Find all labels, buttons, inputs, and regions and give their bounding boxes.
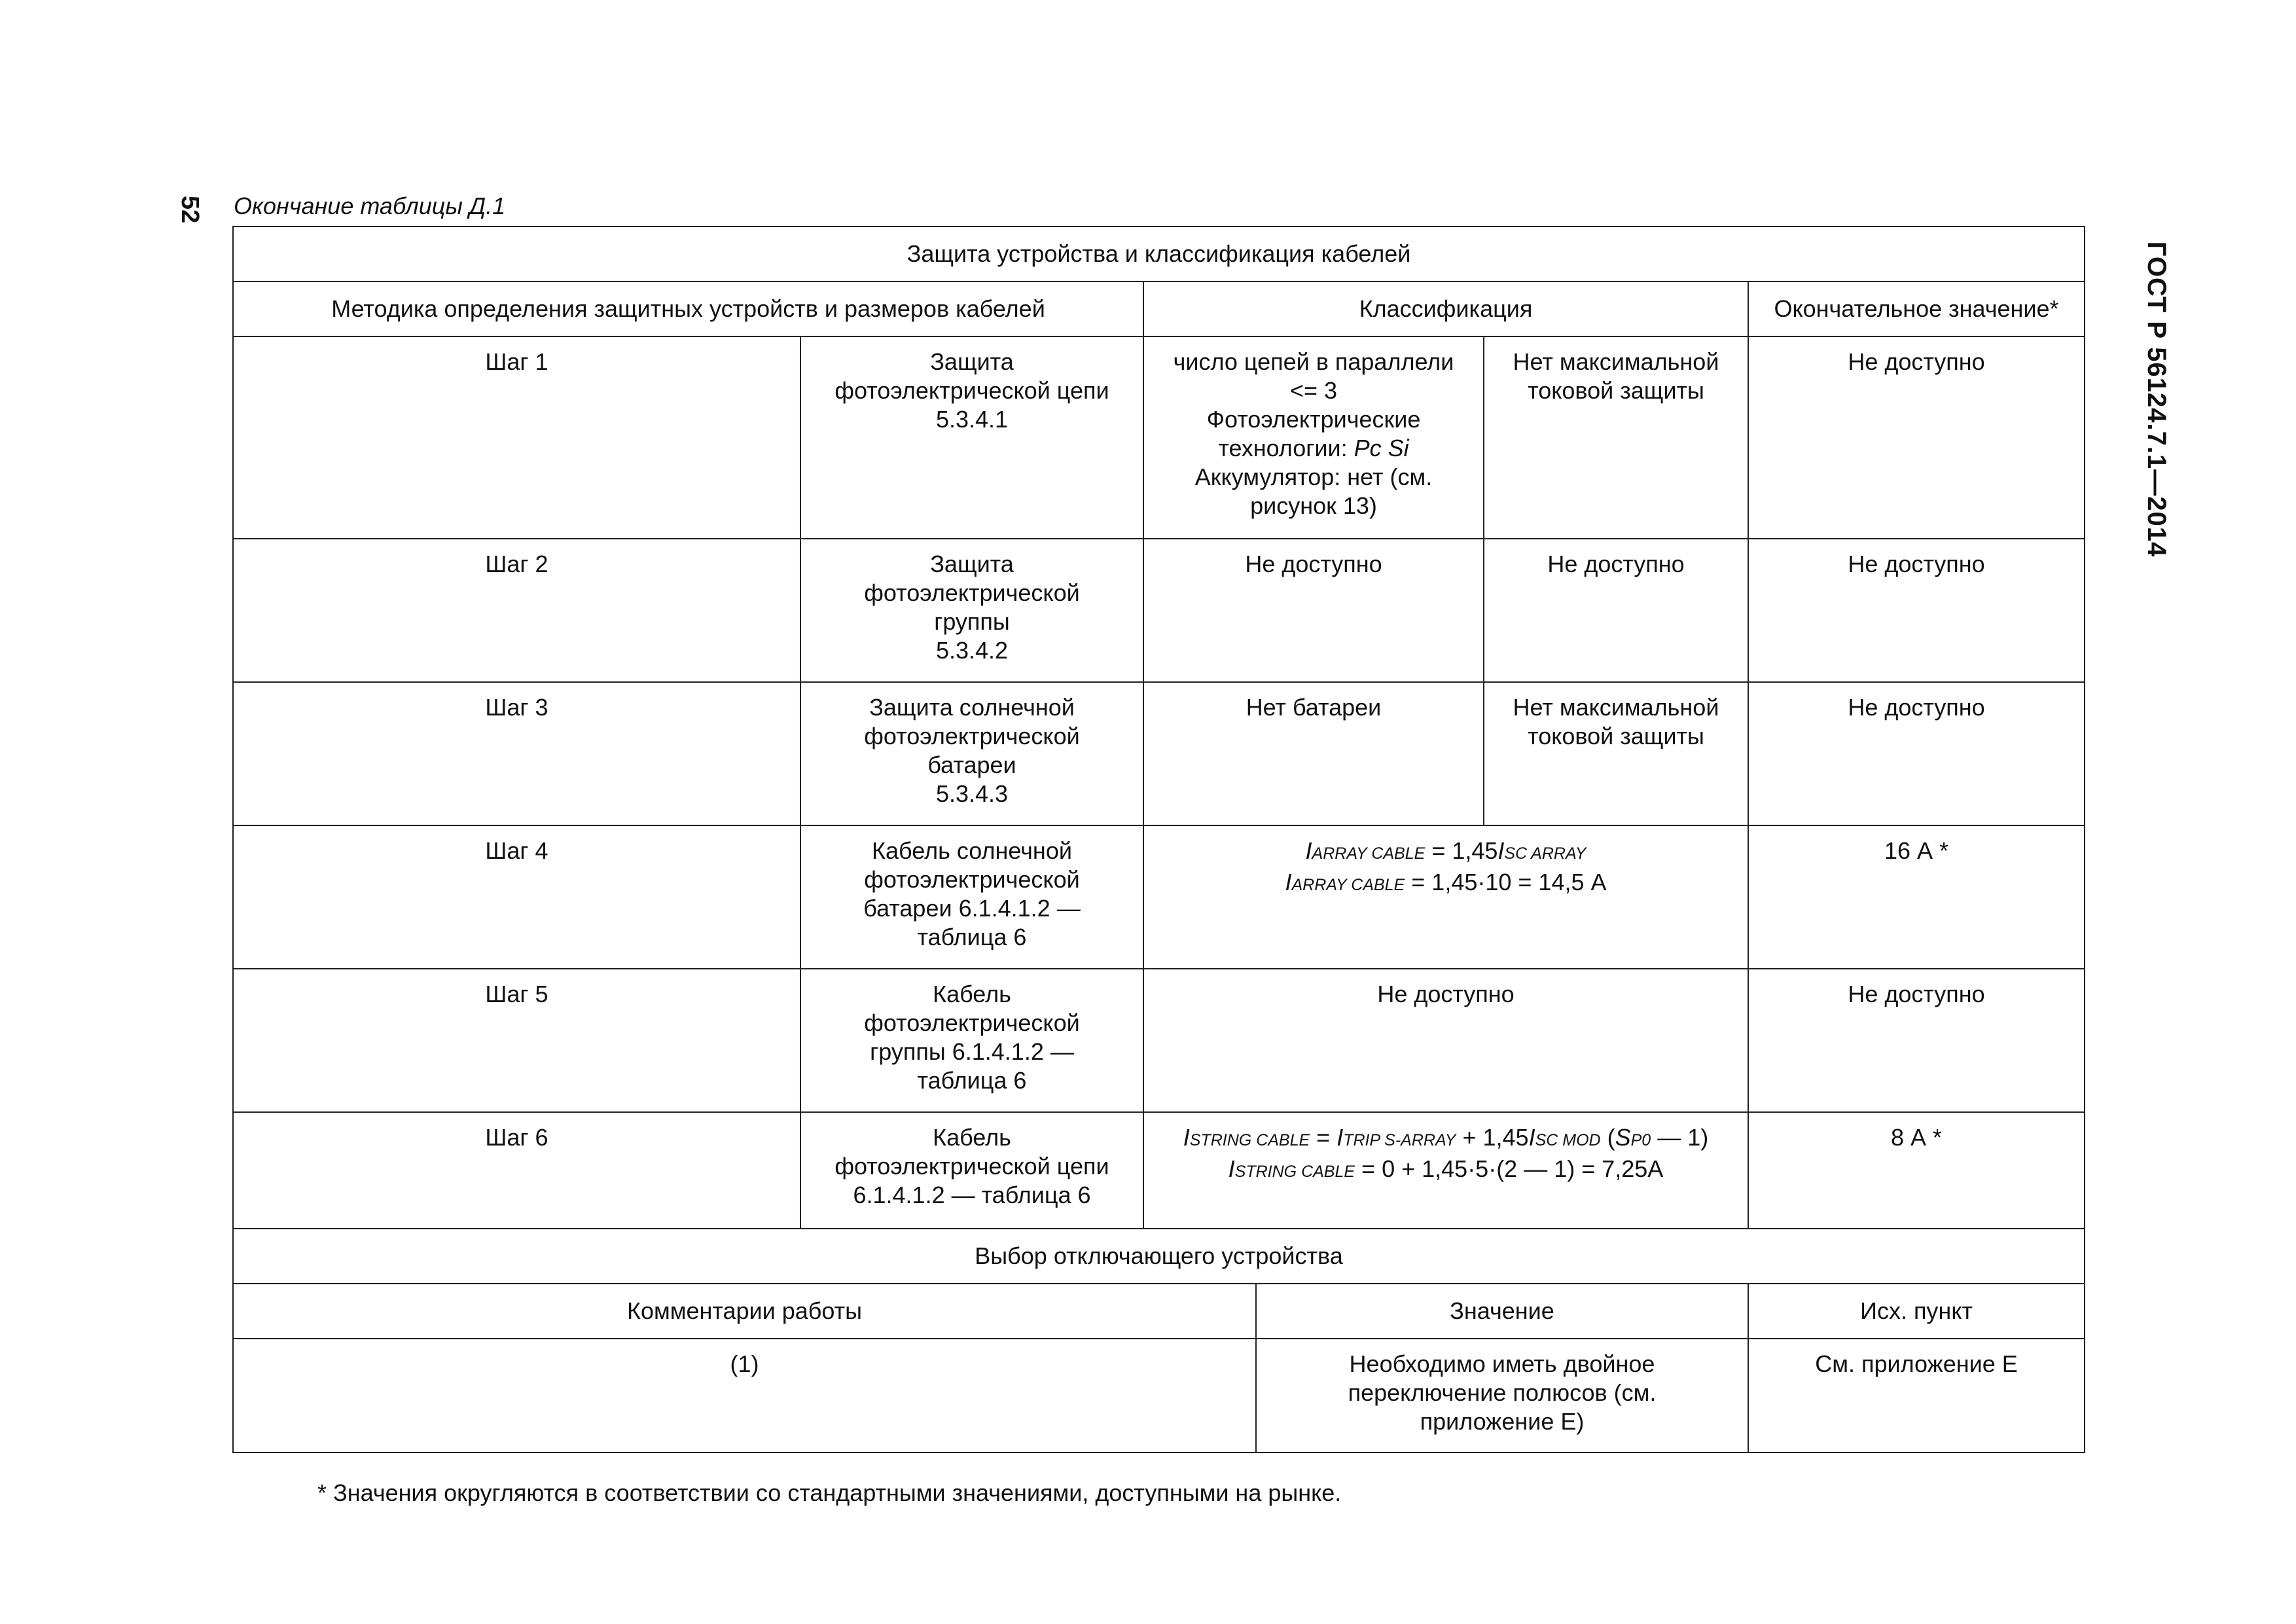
final-value: 16 А * xyxy=(1748,825,2085,969)
step-label: Шаг 3 xyxy=(233,682,800,825)
table-row xyxy=(233,825,2085,969)
final-value: Не доступно xyxy=(1748,969,2085,1112)
section2-title: Выбор отключающего устройства xyxy=(233,1229,2085,1284)
protection-table xyxy=(232,226,2085,1453)
header-method: Методика определения защитных устройств и размеров кабелей xyxy=(233,281,1143,336)
step-label: Шаг 5 xyxy=(233,969,800,1112)
classification-result: Не доступно xyxy=(1484,539,1748,682)
header-final-value: Окончательное значение* xyxy=(1748,281,2085,336)
classification-merged: Не доступно xyxy=(1143,969,1748,1112)
classification-result: Нет максимальной токовой защиты xyxy=(1484,336,1748,539)
table-row xyxy=(233,1339,2085,1453)
final-value: 8 А * xyxy=(1748,1112,2085,1229)
classification-result: Нет максимальной токовой защиты xyxy=(1484,682,1748,825)
value-cell: Необходимо иметь двойное переключение полюсов (см. приложение Е) xyxy=(1256,1339,1748,1453)
table-row xyxy=(233,336,2085,539)
step-description: Защита фотоэлектрической цепи 5.3.4.1 xyxy=(800,336,1143,539)
section1-title: Защита устройства и классификация кабелей xyxy=(233,226,2085,281)
step-label: Шаг 1 xyxy=(233,336,800,539)
step-description: Кабель фотоэлектрической цепи 6.1.4.1.2 — таблица 6 xyxy=(800,1112,1143,1229)
page-number: 52 xyxy=(176,195,204,224)
document-code: ГОСТ Р 56124.7.1—2014 xyxy=(2142,241,2171,558)
footnote: * Значения округляются в соответствии со стандартными значениями, доступными на рынке. xyxy=(317,1479,1342,1506)
step-description: Защита фотоэлектрической группы 5.3.4.2 xyxy=(800,539,1143,682)
classification-conditions: Не доступно xyxy=(1143,539,1484,682)
final-value: Не доступно xyxy=(1748,682,2085,825)
table-row xyxy=(233,1112,2085,1229)
step-description: Кабель фотоэлектрической группы 6.1.4.1.2 — таблица 6 xyxy=(800,969,1143,1112)
step-label: Шаг 6 xyxy=(233,1112,800,1229)
table-row xyxy=(233,539,2085,682)
step-label: Шаг 4 xyxy=(233,825,800,969)
step-description: Защита солнечной фотоэлектрической батареи 5.3.4.3 xyxy=(800,682,1143,825)
header-value: Значение xyxy=(1256,1284,1748,1339)
step-description: Кабель солнечной фотоэлектрической батареи 6.1.4.1.2 — таблица 6 xyxy=(800,825,1143,969)
table-row xyxy=(233,969,2085,1112)
classification-conditions: Нет батареи xyxy=(1143,682,1484,825)
header-ref: Исх. пункт xyxy=(1748,1284,2085,1339)
string-cable-formula: ISTRING CABLE = ITRIP S-ARRAY + 1,45ISC MOD (SP0 — 1) ISTRING CABLE = 0 + 1,45·5·(2 — 1) = 7,25А xyxy=(1143,1112,1748,1229)
header-comments: Комментарии работы xyxy=(233,1284,1256,1339)
comment-cell: (1) xyxy=(233,1339,1256,1453)
header-classification: Классификация xyxy=(1143,281,1748,336)
classification-conditions: число цепей в параллели <= 3 Фотоэлектрические технологии: Pc Si Аккумулятор: нет (см. рисунок 13) xyxy=(1143,336,1484,539)
step-label: Шаг 2 xyxy=(233,539,800,682)
table-caption: Окончание таблицы Д.1 xyxy=(234,192,506,219)
final-value: Не доступно xyxy=(1748,539,2085,682)
ref-cell: См. приложение Е xyxy=(1748,1339,2085,1453)
final-value: Не доступно xyxy=(1748,336,2085,539)
array-cable-formula: IARRAY CABLE = 1,45ISC ARRAY IARRAY CABLE = 1,45·10 = 14,5 А xyxy=(1143,825,1748,969)
table-row xyxy=(233,682,2085,825)
